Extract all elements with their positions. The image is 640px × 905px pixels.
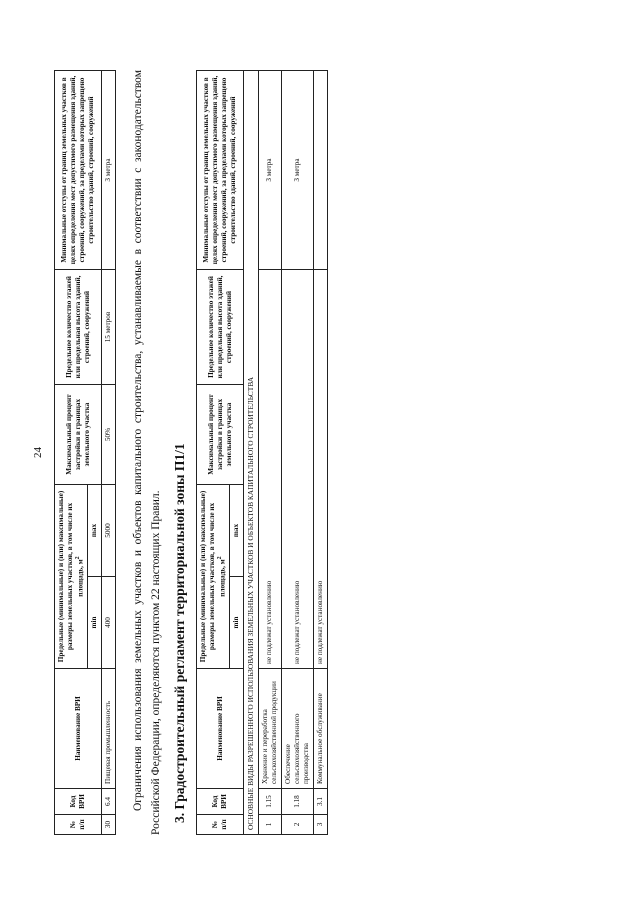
cell-setbacks: 3 метра	[281, 71, 313, 270]
cell-sizes: не подлежат установлению	[258, 270, 281, 669]
header-name: Наименование ВРИ	[197, 669, 244, 789]
header-sizes	[55, 485, 88, 669]
header-num: № п/п	[197, 815, 244, 835]
header-name: Наименование ВРИ	[55, 669, 102, 789]
header-sizes-sup: 2	[217, 556, 224, 560]
cell-num: 3	[313, 815, 327, 835]
header-sizes-text: Предельные (минимальные) и (или) максимальные) размеры земельных участков, в том числе их площадь, м	[199, 490, 227, 663]
header-sizes-sup: 2	[75, 556, 81, 560]
cell-name: Хранение и переработка сельскохозяйственной продукции	[258, 669, 281, 789]
table-row	[258, 71, 281, 835]
restrictions-paragraph	[130, 70, 166, 835]
cell-code: 6.4	[102, 789, 116, 815]
header-code: Код ВРИ	[197, 789, 244, 815]
cell-code: 1.15	[258, 789, 281, 815]
header-percent: Максимальный процент застройки в границах земельного участка	[197, 385, 244, 485]
header-sizes-text: Предельные (минимальные) и (или) максимальные) размеры земельных участков, в том числе их площадь, м	[57, 490, 85, 663]
header-floors: Предельное количество этажей или предельная высота зданий, строений, сооружений	[197, 270, 244, 385]
header-sizes	[197, 485, 230, 669]
cell-max: 5000	[102, 485, 116, 577]
table-row	[313, 71, 327, 835]
zone-table-continued	[54, 70, 116, 835]
table-row	[102, 71, 116, 835]
cell-name: Коммунальное обслуживание	[313, 669, 327, 789]
cell-min: 400	[102, 577, 116, 669]
table-row	[281, 71, 313, 835]
cell-setbacks: 3 метра	[258, 71, 281, 270]
header-num: № п/п	[55, 815, 102, 835]
cell-code: 3.1	[313, 789, 327, 815]
restrictions-text: Ограничения использования земельных участков и объектов капитального строительства, устанавливаемые в соответствии с законодательством Российской Федерации, определяются пунктом 22 настоящих Правил.	[132, 70, 163, 835]
header-setbacks: Минимальные отступы от границ земельных участков в целях определения мест допустимого размещения зданий, строений, сооружений, за пределами которых запрещено строительство зданий, строений, сооружений	[55, 71, 102, 270]
header-min: min	[88, 577, 102, 669]
zone-table-p1	[196, 70, 328, 835]
section-label: ОСНОВНЫЕ ВИДЫ РАЗРЕШЕННОГО ИСПОЛЬЗОВАНИЯ ЗЕМЕЛЬНЫХ УЧАСТКОВ И ОБЪЕКТОВ КАПИТАЛЬНОГО СТРОИТЕЛЬСТВА	[244, 71, 258, 835]
header-setbacks: Минимальные отступы от границ земельных участков в целях определения мест допустимого размещения зданий, строений, сооружений, за пределами которых запрещено строительство зданий, строений, сооружений	[197, 71, 244, 270]
header-min: min	[230, 577, 244, 669]
cell-sizes: не подлежат установлению	[281, 270, 313, 669]
header-code: Код ВРИ	[55, 789, 102, 815]
header-max: max	[88, 485, 102, 577]
section-label-row	[244, 71, 258, 835]
cell-num: 30	[102, 815, 116, 835]
cell-setbacks	[313, 71, 327, 270]
cell-code: 1.18	[281, 789, 313, 815]
cell-num: 2	[281, 815, 313, 835]
header-max: max	[230, 485, 244, 577]
cell-percent: 50%	[102, 385, 116, 485]
cell-setbacks: 3 метра	[102, 71, 116, 270]
cell-name: Обеспечение сельскохозяйственного производства	[281, 669, 313, 789]
cell-name: Пищевая промышленность	[102, 669, 116, 789]
cell-num: 1	[258, 815, 281, 835]
header-floors: Предельное количество этажей или предельная высота зданий, строений, сооружений	[55, 270, 102, 385]
page-number: 24	[32, 447, 44, 458]
cell-floors: 15 метров	[102, 270, 116, 385]
header-percent: Максимальный процент застройки в границах земельного участка	[55, 385, 102, 485]
cell-sizes: не подлежат установлению	[313, 270, 327, 669]
section-heading: 3. Градостроительный регламент территориальной зоны П1/1	[172, 443, 188, 823]
